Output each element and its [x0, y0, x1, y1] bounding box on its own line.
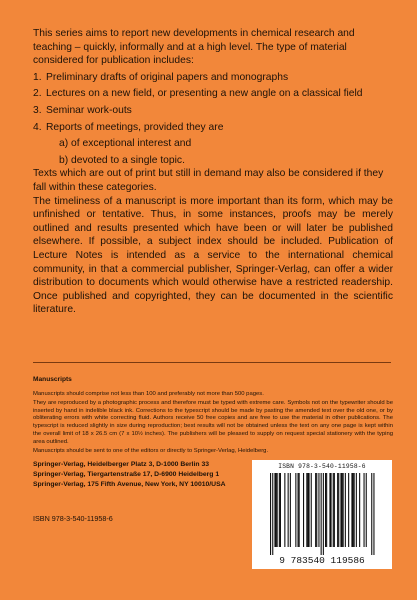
barcode-bar [306, 473, 307, 547]
address-new-york: Springer-Verlag, 175 Fifth Avenue, New York, NY 10010/USA [33, 481, 226, 489]
barcode-bar [348, 473, 349, 547]
sublist-item: b) devoted to a single topic. [59, 154, 185, 166]
barcode-bar [318, 473, 319, 547]
barcode-panel [252, 460, 392, 569]
timeliness-paragraph: The timeliness of a manuscript is more important than its form, which may be unfinished or tentative. Thus, in some instances, proofs may be merely outlined and results presented which have been or will later be published elsewhere. If possible, a subject index should be included. Publication of Lecture Notes is intended as a service to the international chemical community, in that a commercial publisher, Springer-Verlag, can offer a wider distribution to documents which would otherwise have a restricted readership. Once published and copyrighted, they can be documented in the scientific literature. [33, 195, 393, 316]
barcode-bar [277, 473, 278, 547]
barcode-bar [325, 473, 326, 547]
out-of-print-paragraph: Texts which are out of print but still in demand may also be considered if they fall within these categories. [33, 168, 384, 193]
material-types-list [33, 71, 393, 168]
barcode-bar [333, 473, 334, 547]
barcode-bar [373, 473, 374, 555]
manuscripts-instructions [33, 391, 393, 455]
barcode-bar [342, 473, 343, 547]
barcode-bar [353, 473, 354, 547]
barcode-bar [359, 473, 360, 547]
barcode-bar [280, 473, 281, 547]
barcode-bar [364, 473, 365, 547]
barcode-bar [298, 473, 299, 547]
address-berlin: Springer-Verlag, Heidelberger Platz 3, D-1000 Berlin 33 [33, 461, 210, 468]
barcode-bar [343, 473, 344, 547]
barcode-bar [351, 473, 352, 547]
manuscripts-submission-note: Manuscripts should be sent to one of the editors or directly to Springer-Verlag, Heidelberg. [33, 447, 269, 454]
barcode-bar [295, 473, 296, 547]
list-item: 4. Reports of meetings, provided they are a) of exceptional interest and b) devoted to a single topic. [33, 121, 393, 168]
barcode-bar [284, 473, 285, 547]
barcode-isbn-text: ISBN 978-3-540-11958-6 [278, 463, 366, 470]
manuscripts-length-note: Manuscripts should comprise not less than 100 and preferably not more than 500 pages. [33, 391, 264, 397]
barcode-bar [288, 473, 289, 547]
barcode-bar [356, 473, 357, 547]
intro-lead: This series aims to report new developments in chemical research and teaching – quickly, informally and at a high level. The type of material considered for publication includes: [33, 28, 355, 67]
list-item: 2. Lectures on a new field, or presenting a new angle on a classical field [33, 88, 363, 100]
barcode-bar [331, 473, 332, 547]
barcode-bar [321, 473, 322, 555]
address-heidelberg: Springer-Verlag, Tiergartenstraße 17, D-6900 Heidelberg 1 [33, 471, 220, 479]
manuscripts-typing-note: They are reproduced by a photographic process and therefore must be typed with extreme care. Symbols not on the typewriter should be inserted by hand in indelible black ink. Corrections to the typescript should be made by pasting the amended text over the old one, or by obliterating errors with white correcting fluid. Authors receive 50 free copies and are free to use the material in other publications. The typescript is reduced slightly in size during reproduction; best results will not be obtained unless the text on any one page is kept within the overall limit of 18 x 26.5 cm (7 x 10½ inches). The publishers will be pleased to supply on request special stationery with the typing area outlined. [33, 399, 393, 445]
barcode-bar [366, 473, 367, 547]
barcode-bar [307, 473, 308, 547]
sublist-item: a) of exceptional interest and [59, 138, 192, 150]
barcode-bar [371, 473, 372, 555]
barcode-bar [334, 473, 335, 547]
barcode-bar [316, 473, 317, 547]
publisher-addresses [33, 460, 226, 491]
barcode-bar [323, 473, 324, 555]
barcode-bar [329, 473, 330, 547]
barcode-bar [299, 473, 300, 547]
list-item: 1. Preliminary drafts of original papers and monographs [33, 71, 289, 83]
barcode-bar [270, 473, 271, 555]
barcode-bar [345, 473, 346, 547]
barcode-bar [340, 473, 341, 547]
barcode-bar [276, 473, 277, 547]
barcode-bar [315, 473, 316, 547]
barcode-bar [303, 473, 304, 547]
barcode-icon [258, 473, 386, 567]
barcode-digits: 9 783540 119586 [279, 555, 365, 566]
barcode-bar [290, 473, 291, 547]
isbn-label: ISBN 978-3-540-11958-6 [33, 514, 113, 523]
barcode-bar [337, 473, 338, 547]
barcode-bar [326, 473, 327, 547]
barcode-bar [311, 473, 312, 547]
barcode-bar [274, 473, 275, 547]
barcode-bar [279, 473, 280, 547]
divider-line [33, 362, 391, 363]
series-description [33, 27, 393, 317]
barcode-bar [272, 473, 273, 555]
manuscripts-heading: Manuscripts [33, 376, 72, 383]
meeting-conditions-list [59, 137, 393, 167]
list-item: 3. Seminar work-outs [33, 104, 132, 116]
barcode-bar [309, 473, 310, 547]
barcode-bar [338, 473, 339, 547]
barcode-bar [354, 473, 355, 547]
